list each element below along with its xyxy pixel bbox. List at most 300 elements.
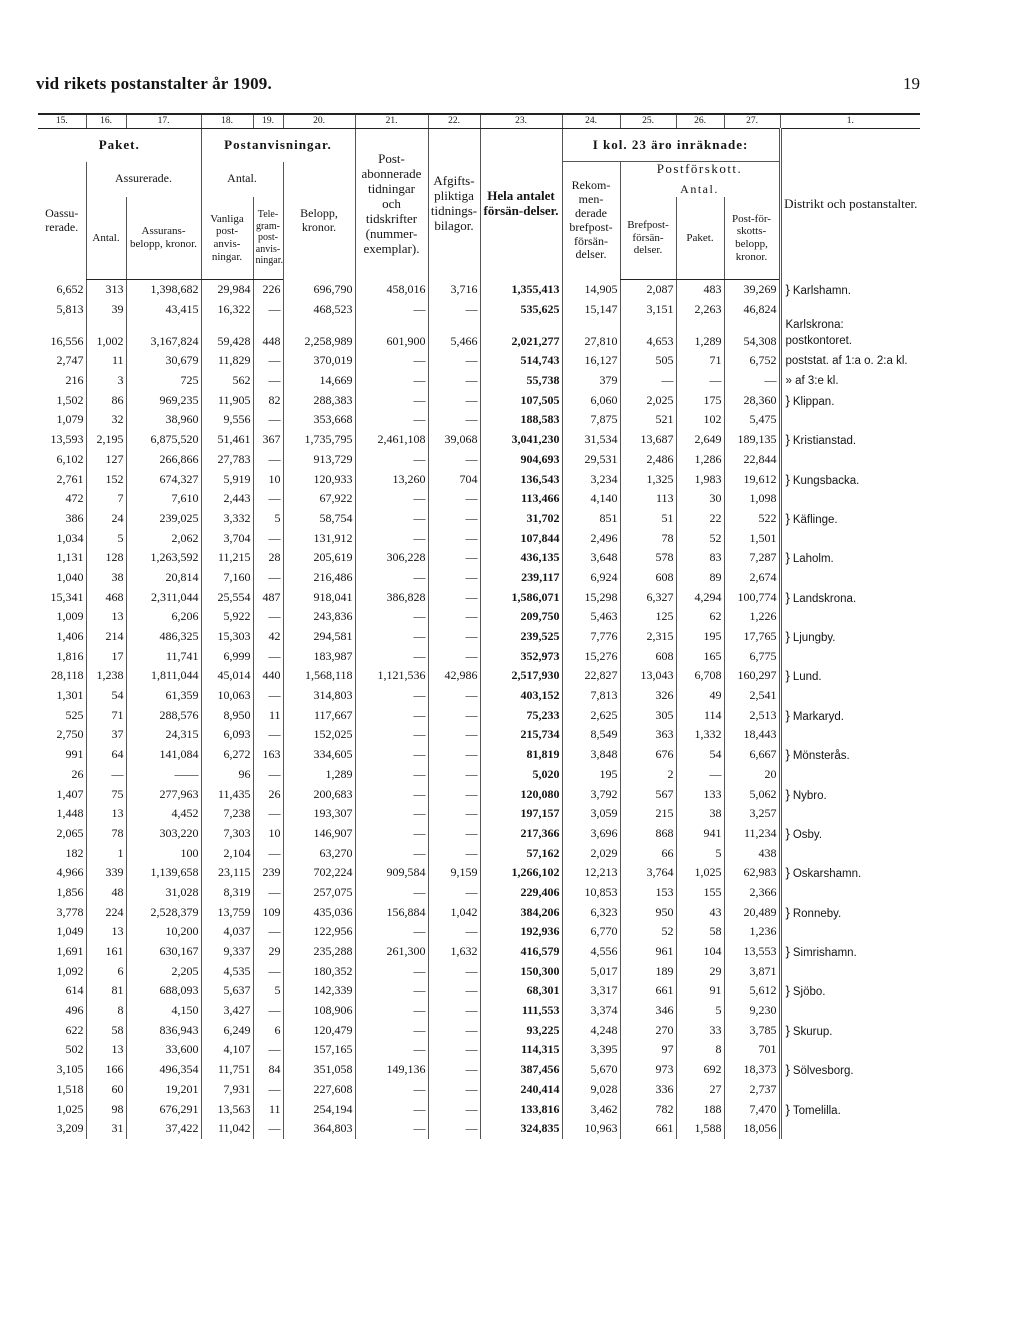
- district-cell: [780, 705, 920, 725]
- table-cell: 1,238: [86, 666, 126, 686]
- table-cell: 13,687: [620, 430, 676, 450]
- table-cell: 6,272: [201, 745, 253, 765]
- table-cell: 2,443: [201, 489, 253, 509]
- table-cell: 86: [86, 390, 126, 410]
- table-cell: 91: [676, 981, 724, 1001]
- table-cell: 4,150: [126, 1001, 201, 1021]
- table-cell: 5: [86, 528, 126, 548]
- column-number: 21.: [355, 115, 428, 129]
- table-cell: 165: [676, 646, 724, 666]
- table-cell: 486,325: [126, 627, 201, 647]
- group-postanvisningar: Postanvisningar.: [201, 129, 355, 162]
- table-cell: 33: [676, 1020, 724, 1040]
- table-cell: 175: [676, 390, 724, 410]
- table-cell: 1,049: [56, 924, 84, 939]
- table-cell: 66: [620, 843, 676, 863]
- table-cell: 352,973: [480, 646, 562, 666]
- table-cell: 403,152: [480, 686, 562, 706]
- table-cell: [562, 319, 620, 331]
- table-cell: 63,270: [283, 843, 355, 863]
- table-cell: —: [428, 351, 480, 371]
- table-cell: 7,875: [562, 410, 620, 430]
- table-cell: 2,461,108: [355, 430, 428, 450]
- table-cell: —: [355, 390, 428, 410]
- column-number: 19.: [253, 115, 283, 129]
- table-row: [38, 371, 920, 391]
- table-cell: 243,836: [283, 607, 355, 627]
- table-cell: 4,107: [201, 1040, 253, 1060]
- brace-icon: }: [785, 1062, 790, 1078]
- table-cell: —: [428, 725, 480, 745]
- table-cell: 313: [86, 280, 126, 300]
- table-cell: 226: [253, 280, 283, 300]
- table-row: [38, 1060, 920, 1080]
- table-cell: 22,827: [562, 666, 620, 686]
- table-cell: —: [428, 961, 480, 981]
- table-cell: 3,041,230: [480, 430, 562, 450]
- col-telegram: Tele-gram-post-anvis-ningar.: [253, 197, 283, 280]
- table-cell: 324,835: [480, 1119, 562, 1139]
- table-cell: 2,258,989: [283, 331, 355, 351]
- table-cell: 113: [620, 489, 676, 509]
- table-cell: 240,414: [480, 1080, 562, 1100]
- table-cell: 1,586,071: [480, 587, 562, 607]
- table-cell: —: [428, 528, 480, 548]
- table-cell: 160,297: [724, 666, 780, 686]
- table-cell: 15,276: [562, 646, 620, 666]
- district-cell: [780, 1020, 920, 1040]
- table-cell: —: [253, 804, 283, 824]
- table-cell: 3,696: [562, 824, 620, 844]
- table-cell: 2,513: [724, 705, 780, 725]
- table-cell: 125: [620, 607, 676, 627]
- table-cell: 6,327: [620, 587, 676, 607]
- table-cell: 205,619: [283, 548, 355, 568]
- table-cell: 9,028: [562, 1080, 620, 1100]
- table-cell: —: [355, 725, 428, 745]
- table-row: [38, 1080, 920, 1100]
- table-cell: 117,667: [283, 705, 355, 725]
- table-cell: 136,543: [480, 469, 562, 489]
- table-cell: 19,201: [126, 1080, 201, 1100]
- table-cell: 3,395: [562, 1040, 620, 1060]
- table-cell: 5,062: [724, 784, 780, 804]
- brace-icon: }: [785, 471, 790, 487]
- table-cell: 11: [253, 705, 283, 725]
- table-cell: 7,813: [562, 686, 620, 706]
- table-row: [38, 280, 920, 300]
- table-row: [38, 784, 920, 804]
- table-cell: 25,554: [201, 587, 253, 607]
- col-paket-forskott: Paket.: [676, 197, 724, 280]
- table-cell: 31,028: [126, 883, 201, 903]
- table-row: [38, 351, 920, 371]
- table-row: [38, 902, 920, 922]
- table-cell: 7,238: [201, 804, 253, 824]
- table-cell: 54: [86, 686, 126, 706]
- district-cell: [780, 469, 920, 489]
- table-cell: —: [428, 1001, 480, 1021]
- table-cell: 60: [86, 1080, 126, 1100]
- district-name: poststat. af 1:a o. 2:a kl.: [785, 354, 908, 367]
- table-cell: 114: [676, 705, 724, 725]
- table-cell: 163: [253, 745, 283, 765]
- table-cell: 5,813: [56, 302, 84, 317]
- table-cell: 1,735,795: [283, 430, 355, 450]
- table-cell: 950: [620, 902, 676, 922]
- table-cell: 440: [253, 666, 283, 686]
- table-cell: 2,021,277: [480, 331, 562, 351]
- table-cell: —: [428, 981, 480, 1001]
- table-cell: 1,131: [56, 550, 84, 565]
- district-cell: [780, 725, 920, 745]
- table-cell: 62: [676, 607, 724, 627]
- table-cell: 16,556: [50, 333, 84, 348]
- table-cell: —: [253, 410, 283, 430]
- table-cell: 370,019: [283, 351, 355, 371]
- table-cell: 918,041: [283, 587, 355, 607]
- table-cell: 2,496: [562, 528, 620, 548]
- table-cell: —: [253, 883, 283, 903]
- table-cell: 188: [676, 1099, 724, 1119]
- table-row: [38, 509, 920, 529]
- district-cell: [780, 1060, 920, 1080]
- table-cell: 155: [676, 883, 724, 903]
- table-cell: 24: [86, 509, 126, 529]
- table-cell: 216,486: [283, 568, 355, 588]
- table-cell: 51: [620, 509, 676, 529]
- table-cell: 42,986: [428, 666, 480, 686]
- table-cell: 180,352: [283, 961, 355, 981]
- table-cell: 1,518: [56, 1081, 84, 1096]
- table-cell: 104: [676, 942, 724, 962]
- table-cell: —: [428, 765, 480, 785]
- table-cell: [724, 319, 780, 331]
- table-cell: 2,541: [724, 686, 780, 706]
- table-cell: 37,422: [126, 1119, 201, 1139]
- table-cell: 5,020: [480, 765, 562, 785]
- table-cell: 5: [253, 981, 283, 1001]
- table-cell: 19,612: [724, 469, 780, 489]
- table-cell: 2,263: [676, 300, 724, 320]
- table-cell: 7,303: [201, 824, 253, 844]
- column-number-row: [38, 115, 920, 129]
- table-cell: 13,043: [620, 666, 676, 686]
- table-cell: 8: [676, 1040, 724, 1060]
- table-cell: 84: [253, 1060, 283, 1080]
- table-cell: 7: [86, 489, 126, 509]
- table-cell: 7,610: [126, 489, 201, 509]
- table-cell: 31,534: [562, 430, 620, 450]
- table-cell: 1,092: [56, 963, 84, 978]
- table-cell: 54,308: [724, 331, 780, 351]
- table-cell: 2,025: [620, 390, 676, 410]
- table-cell: 353,668: [283, 410, 355, 430]
- table-cell: 120,479: [283, 1020, 355, 1040]
- table-cell: 676: [620, 745, 676, 765]
- table-cell: 1,502: [56, 392, 84, 407]
- group-i-kol: I kol. 23 äro inräknade:: [562, 129, 780, 162]
- table-cell: 8,319: [201, 883, 253, 903]
- brace-icon: }: [785, 550, 790, 566]
- table-row: [38, 843, 920, 863]
- table-cell: 3,059: [562, 804, 620, 824]
- table-cell: 5: [253, 509, 283, 529]
- table-cell: 59,428: [201, 331, 253, 351]
- table-cell: 6,206: [126, 607, 201, 627]
- table-cell: 438: [724, 843, 780, 863]
- table-cell: 64: [86, 745, 126, 765]
- table-cell: 314,803: [283, 686, 355, 706]
- table-cell: —: [253, 450, 283, 470]
- district-name: » af 3:e kl.: [785, 374, 839, 387]
- table-cell: 30: [676, 489, 724, 509]
- table-cell: 5,670: [562, 1060, 620, 1080]
- table-cell: —: [355, 351, 428, 371]
- table-cell: 6,102: [56, 451, 84, 466]
- table-cell: 4,294: [676, 587, 724, 607]
- table-cell: —: [428, 922, 480, 942]
- table-cell: 15,341: [50, 589, 84, 604]
- table-cell: 29,531: [562, 450, 620, 470]
- table-cell: 11,829: [201, 351, 253, 371]
- table-cell: —: [428, 883, 480, 903]
- table-cell: 1,139,658: [126, 863, 201, 883]
- brace-icon: }: [785, 510, 790, 526]
- table-cell: 13: [86, 1040, 126, 1060]
- table-row: [38, 646, 920, 666]
- table-cell: 6,093: [201, 725, 253, 745]
- table-cell: 11,042: [201, 1119, 253, 1139]
- table-cell: 521: [620, 410, 676, 430]
- table-cell: —: [724, 371, 780, 391]
- table-cell: 127: [86, 450, 126, 470]
- table-cell: 1,042: [428, 902, 480, 922]
- table-cell: 416,579: [480, 942, 562, 962]
- table-cell: —: [428, 410, 480, 430]
- table-cell: 1,121,536: [355, 666, 428, 686]
- table-row: [38, 319, 920, 331]
- table-cell: —: [428, 300, 480, 320]
- table-cell: 2,750: [56, 727, 84, 742]
- table-cell: 496,354: [126, 1060, 201, 1080]
- table-cell: 2,062: [126, 528, 201, 548]
- district-name: Oskarshamn.: [792, 868, 862, 881]
- table-cell: 941: [676, 824, 724, 844]
- table-cell: 3,332: [201, 509, 253, 529]
- table-cell: 2,737: [724, 1080, 780, 1100]
- table-cell: —: [355, 1040, 428, 1060]
- table-cell: 973: [620, 1060, 676, 1080]
- table-cell: 114,315: [480, 1040, 562, 1060]
- table-row: [38, 390, 920, 410]
- table-cell: 2,311,044: [126, 587, 201, 607]
- table-cell: —: [428, 1060, 480, 1080]
- district-cell: [780, 450, 920, 470]
- col-postabonnerade: Post-abonnerade tidningar och tidskrifter (nummer-exemplar).: [355, 129, 428, 280]
- brace-icon: }: [785, 432, 790, 448]
- table-cell: [38, 319, 86, 331]
- brace-icon: }: [785, 392, 790, 408]
- table-cell: 11,741: [126, 646, 201, 666]
- table-cell: 334,605: [283, 745, 355, 765]
- table-cell: 270: [620, 1020, 676, 1040]
- table-cell: 13: [86, 804, 126, 824]
- table-cell: 122,956: [283, 922, 355, 942]
- table-cell: 189: [620, 961, 676, 981]
- table-cell: —: [253, 1040, 283, 1060]
- col-assuransbelopp: Assurans-belopp, kronor.: [126, 197, 201, 280]
- table-cell: 6,249: [201, 1020, 253, 1040]
- table-cell: 235,288: [283, 942, 355, 962]
- table-cell: —: [355, 450, 428, 470]
- table-cell: 26: [253, 784, 283, 804]
- table-cell: —: [428, 705, 480, 725]
- table-cell: 67,922: [283, 489, 355, 509]
- table-cell: 5,463: [562, 607, 620, 627]
- table-cell: 4,248: [562, 1020, 620, 1040]
- column-number: 27.: [724, 115, 780, 129]
- table-cell: —: [253, 686, 283, 706]
- column-number: 25.: [620, 115, 676, 129]
- table-cell: 782: [620, 1099, 676, 1119]
- table-cell: 7,470: [724, 1099, 780, 1119]
- column-number: 24.: [562, 115, 620, 129]
- table-cell: 15,303: [201, 627, 253, 647]
- table-cell: 351,058: [283, 1060, 355, 1080]
- table-cell: 1,691: [56, 944, 84, 959]
- table-cell: 1,263,592: [126, 548, 201, 568]
- table-cell: —: [355, 804, 428, 824]
- table-cell: 46,824: [724, 300, 780, 320]
- table-cell: 326: [620, 686, 676, 706]
- page-number: 19: [903, 74, 920, 93]
- table-cell: —: [428, 1080, 480, 1100]
- col-oassurerade: Oassu-rerade.: [45, 205, 79, 234]
- table-cell: 3,374: [562, 1001, 620, 1021]
- table-cell: 239: [253, 863, 283, 883]
- table-cell: —: [253, 371, 283, 391]
- table-cell: 1,289: [283, 765, 355, 785]
- table-cell: 6,775: [724, 646, 780, 666]
- table-cell: —: [355, 765, 428, 785]
- table-row: [38, 942, 920, 962]
- table-cell: —: [428, 509, 480, 529]
- table-cell: —: [428, 1119, 480, 1139]
- table-cell: 8,549: [562, 725, 620, 745]
- table-cell: 200,683: [283, 784, 355, 804]
- table-cell: 23,115: [201, 863, 253, 883]
- table-cell: 192,936: [480, 922, 562, 942]
- table-cell: 496: [65, 1003, 84, 1018]
- table-cell: 379: [562, 371, 620, 391]
- table-cell: 52: [676, 528, 724, 548]
- table-cell: [253, 319, 283, 331]
- subgroup-assurerade: Assurerade.: [86, 162, 201, 198]
- district-cell: [780, 430, 920, 450]
- table-cell: 27,783: [201, 450, 253, 470]
- table-cell: 306,228: [355, 548, 428, 568]
- district-name: Markaryd.: [792, 710, 844, 723]
- table-cell: 505: [620, 351, 676, 371]
- table-cell: 1,301: [56, 688, 84, 703]
- table-cell: 435,036: [283, 902, 355, 922]
- table-cell: —: [428, 824, 480, 844]
- table-cell: —: [355, 568, 428, 588]
- table-cell: 6,708: [676, 666, 724, 686]
- table-cell: 16,322: [201, 300, 253, 320]
- table-cell: 8: [86, 1001, 126, 1021]
- table-cell: 96: [201, 765, 253, 785]
- table-cell: —: [676, 765, 724, 785]
- brace-icon: }: [785, 589, 790, 605]
- district-cell: [780, 1119, 920, 1139]
- table-cell: 52: [620, 922, 676, 942]
- table-cell: —: [253, 1001, 283, 1021]
- district-cell: [780, 646, 920, 666]
- table-cell: 61,359: [126, 686, 201, 706]
- table-cell: —: [355, 1020, 428, 1040]
- table-cell: 2,747: [56, 353, 84, 368]
- table-cell: 6,875,520: [126, 430, 201, 450]
- table-cell: —: [428, 843, 480, 863]
- table-cell: 5,919: [201, 469, 253, 489]
- table-cell: 32: [86, 410, 126, 430]
- table-cell: 3,848: [562, 745, 620, 765]
- district-cell: [780, 843, 920, 863]
- table-cell: 676,291: [126, 1099, 201, 1119]
- table-cell: —: [428, 371, 480, 391]
- table-cell: —: [428, 1099, 480, 1119]
- district-name: postkontoret.: [785, 335, 852, 348]
- table-cell: 578: [620, 548, 676, 568]
- table-cell: 3,317: [562, 981, 620, 1001]
- district-cell: [780, 351, 920, 371]
- table-cell: —: [428, 627, 480, 647]
- subgroup-postforskott: [620, 162, 780, 198]
- table-cell: 22: [676, 509, 724, 529]
- table-cell: 28,360: [724, 390, 780, 410]
- table-cell: 18,373: [724, 1060, 780, 1080]
- column-number: 26.: [676, 115, 724, 129]
- table-cell: —: [253, 568, 283, 588]
- table-cell: 78: [620, 528, 676, 548]
- table-cell: 29: [676, 961, 724, 981]
- table-cell: 288,383: [283, 390, 355, 410]
- table-cell: 51,461: [201, 430, 253, 450]
- table-cell: 969,235: [126, 390, 201, 410]
- table-cell: 195: [676, 627, 724, 647]
- table-cell: [620, 319, 676, 331]
- table-cell: 384,206: [480, 902, 562, 922]
- district-cell: [780, 902, 920, 922]
- table-cell: 3,209: [56, 1121, 84, 1136]
- table-row: [38, 568, 920, 588]
- brace-icon: }: [785, 825, 790, 841]
- table-cell: 4,452: [126, 804, 201, 824]
- table-row: [38, 883, 920, 903]
- table-row: [38, 666, 920, 686]
- table-cell: 10,853: [562, 883, 620, 903]
- brace-icon: }: [785, 747, 790, 763]
- table-cell: 7,160: [201, 568, 253, 588]
- table-cell: 346: [620, 1001, 676, 1021]
- table-cell: 149,136: [355, 1060, 428, 1080]
- table-cell: 458,016: [355, 280, 428, 300]
- table-cell: 2,065: [56, 825, 84, 840]
- table-cell: 17,765: [724, 627, 780, 647]
- table-cell: 6: [86, 961, 126, 981]
